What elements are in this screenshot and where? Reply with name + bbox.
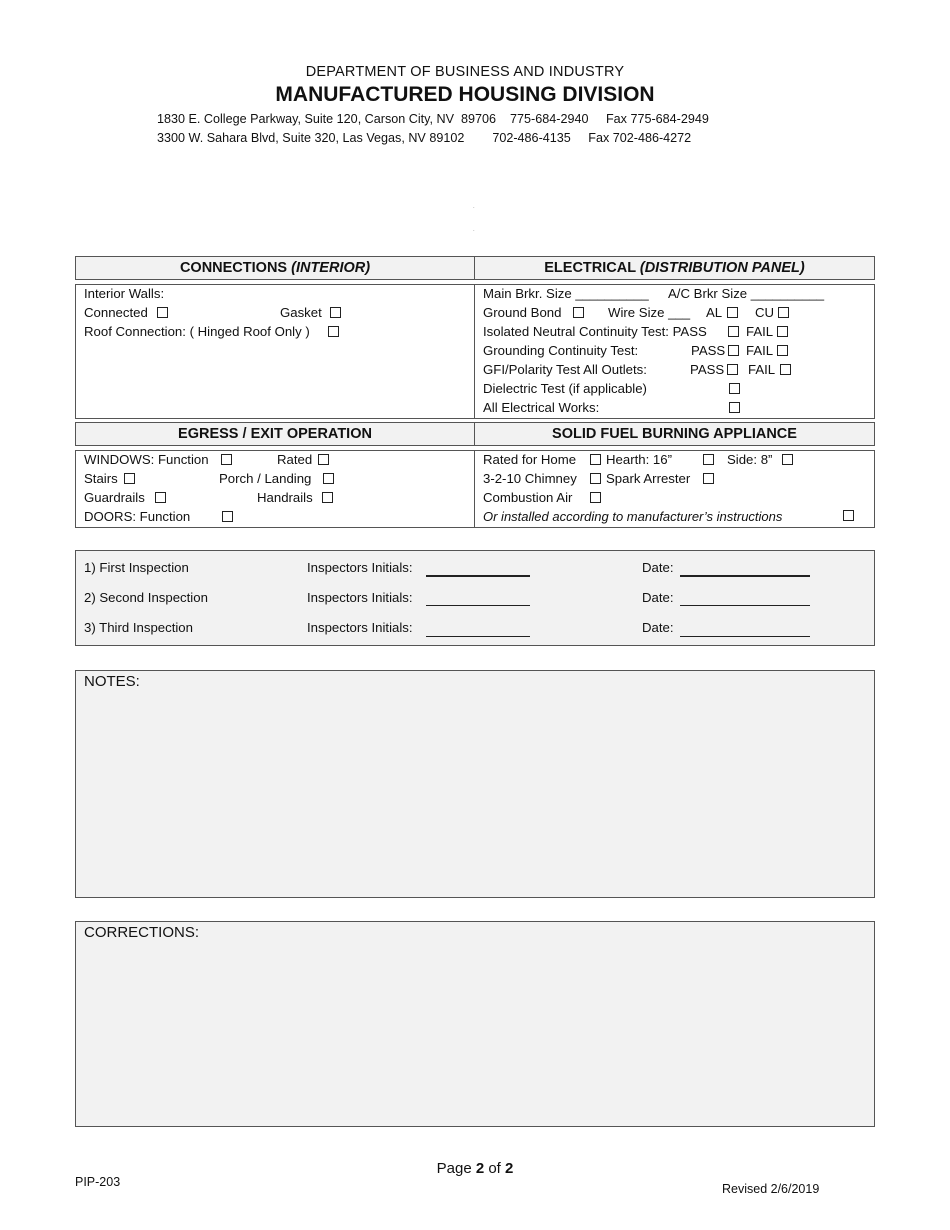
page-of: of <box>484 1160 506 1177</box>
all-electrical-works-label: All Electrical Works: <box>483 400 600 415</box>
handrails-label: Handrails <box>257 490 313 505</box>
stairs-checkbox[interactable] <box>124 473 135 484</box>
combustion-air-label: Combustion Air <box>483 490 573 505</box>
cu-label: CU <box>755 305 775 320</box>
doors-function-checkbox[interactable] <box>222 511 233 522</box>
department-title: DEPARTMENT OF BUSINESS AND INDUSTRY <box>305 64 625 80</box>
connections-title-italic: (INTERIOR) <box>291 260 371 276</box>
division-title: MANUFACTURED HOUSING DIVISION <box>275 83 655 106</box>
dielectric-test-checkbox[interactable] <box>729 383 740 394</box>
handrails-checkbox[interactable] <box>322 492 333 503</box>
first-inspectors-initials-input[interactable] <box>426 575 530 577</box>
first-inspectors-initials-label: Inspectors Initials: <box>307 560 413 575</box>
gfi-fail-checkbox[interactable] <box>780 364 791 375</box>
third-inspectors-initials-label: Inspectors Initials: <box>307 620 413 635</box>
solid-fuel-title: SOLID FUEL BURNING APPLIANCE <box>552 426 797 442</box>
side-checkbox[interactable] <box>782 454 793 465</box>
connected-checkbox[interactable] <box>157 307 168 318</box>
main-breaker-size-field[interactable]: Main Brkr. Size __________ <box>483 286 649 301</box>
decorative-dot: . <box>473 227 475 233</box>
combustion-air-checkbox[interactable] <box>590 492 601 503</box>
chimney-label: 3-2-10 Chimney <box>483 471 577 486</box>
hearth-checkbox[interactable] <box>703 454 714 465</box>
guardrails-checkbox[interactable] <box>155 492 166 503</box>
gfi-polarity-label: GFI/Polarity Test All Outlets: <box>483 362 647 377</box>
electrical-title-italic: (DISTRIBUTION PANEL) <box>639 260 805 276</box>
gfi-pass-checkbox[interactable] <box>727 364 738 375</box>
first-date-label: Date: <box>642 560 674 575</box>
guardrails-label: Guardrails <box>84 490 145 505</box>
connections-header <box>75 256 475 280</box>
third-date-label: Date: <box>642 620 674 635</box>
chimney-checkbox[interactable] <box>590 473 601 484</box>
side-label: Side: 8” <box>727 452 773 467</box>
windows-function-checkbox[interactable] <box>221 454 232 465</box>
windows-rated-label: Rated <box>277 452 313 467</box>
first-date-input[interactable] <box>680 575 810 577</box>
manufacturer-instructions-label: Or installed according to manufacturer’s instructions <box>483 509 783 524</box>
ground-bond-label: Ground Bond <box>483 305 562 320</box>
rated-for-home-label: Rated for Home <box>483 452 577 467</box>
first-inspection-label: 1) First Inspection <box>84 560 189 575</box>
doors-function-label: DOORS: Function <box>84 509 191 524</box>
electrical-title: ELECTRICAL <box>544 260 640 276</box>
second-date-input[interactable] <box>680 605 810 606</box>
corrections-label: CORRECTIONS: <box>84 924 200 941</box>
grounding-continuity-label: Grounding Continuity Test: <box>483 343 639 358</box>
isolated-neutral-fail-label: FAIL <box>746 324 774 339</box>
third-date-input[interactable] <box>680 636 810 637</box>
roof-connection-checkbox[interactable] <box>328 326 339 337</box>
hearth-label: Hearth: 16” <box>606 452 672 467</box>
decorative-dot: . <box>473 204 475 210</box>
second-date-label: Date: <box>642 590 674 605</box>
ac-breaker-size-field[interactable]: A/C Brkr Size __________ <box>668 286 825 301</box>
gasket-checkbox[interactable] <box>330 307 341 318</box>
third-inspection-label: 3) Third Inspection <box>84 620 193 635</box>
page-number <box>0 1160 950 1177</box>
al-checkbox[interactable] <box>727 307 738 318</box>
porch-landing-label: Porch / Landing <box>219 471 312 486</box>
al-label: AL <box>706 305 723 320</box>
roof-connection-label: Roof Connection: ( Hinged Roof Only ) <box>84 324 310 339</box>
form-id: PIP-203 <box>75 1175 121 1189</box>
third-inspectors-initials-input[interactable] <box>426 636 530 637</box>
solid-fuel-header <box>474 422 875 446</box>
isolated-neutral-pass-checkbox[interactable] <box>728 326 739 337</box>
manufacturer-instructions-checkbox[interactable] <box>843 510 854 521</box>
page-current: 2 <box>475 1160 485 1177</box>
wire-size-field[interactable]: Wire Size ___ <box>608 305 691 320</box>
egress-title: EGRESS / EXIT OPERATION <box>178 426 372 442</box>
spark-arrester-label: Spark Arrester <box>606 471 691 486</box>
revision-date: Revised 2/6/2019 <box>722 1182 820 1196</box>
grounding-fail-checkbox[interactable] <box>777 345 788 356</box>
porch-landing-checkbox[interactable] <box>323 473 334 484</box>
grounding-fail-label: FAIL <box>746 343 774 358</box>
rated-for-home-checkbox[interactable] <box>590 454 601 465</box>
stairs-label: Stairs <box>84 471 118 486</box>
gfi-pass-label: PASS <box>690 362 725 377</box>
egress-header <box>75 422 475 446</box>
windows-function-label: WINDOWS: Function <box>84 452 209 467</box>
windows-rated-checkbox[interactable] <box>318 454 329 465</box>
notes-label: NOTES: <box>84 673 140 690</box>
page-total: 2 <box>505 1160 514 1177</box>
corrections-textarea[interactable] <box>75 921 875 1127</box>
spark-arrester-checkbox[interactable] <box>703 473 714 484</box>
grounding-pass-label: PASS <box>691 343 726 358</box>
grounding-pass-checkbox[interactable] <box>728 345 739 356</box>
second-inspection-label: 2) Second Inspection <box>84 590 208 605</box>
ground-bond-checkbox[interactable] <box>573 307 584 318</box>
all-electrical-works-checkbox[interactable] <box>729 402 740 413</box>
address-las-vegas: 3300 W. Sahara Blvd, Suite 320, Las Vegas, NV 89102 702-486-4135 Fax 702-486-4272 <box>157 131 692 145</box>
gfi-fail-label: FAIL <box>748 362 776 377</box>
page-prefix: Page <box>436 1160 476 1177</box>
second-inspectors-initials-label: Inspectors Initials: <box>307 590 413 605</box>
connections-title: CONNECTIONS <box>179 260 292 276</box>
cu-checkbox[interactable] <box>778 307 789 318</box>
isolated-neutral-label: Isolated Neutral Continuity Test: PASS <box>483 324 707 339</box>
second-inspectors-initials-input[interactable] <box>426 605 530 606</box>
address-carson-city: 1830 E. College Parkway, Suite 120, Carson City, NV 89706 775-684-2940 Fax 775-684-2949 <box>157 112 709 126</box>
gasket-label: Gasket <box>280 305 322 320</box>
connected-label: Connected <box>84 305 148 320</box>
notes-textarea[interactable] <box>75 670 875 898</box>
electrical-header <box>474 256 875 280</box>
isolated-neutral-fail-checkbox[interactable] <box>777 326 788 337</box>
interior-walls-label: Interior Walls: <box>84 286 165 301</box>
dielectric-test-label: Dielectric Test (if applicable) <box>483 381 647 396</box>
